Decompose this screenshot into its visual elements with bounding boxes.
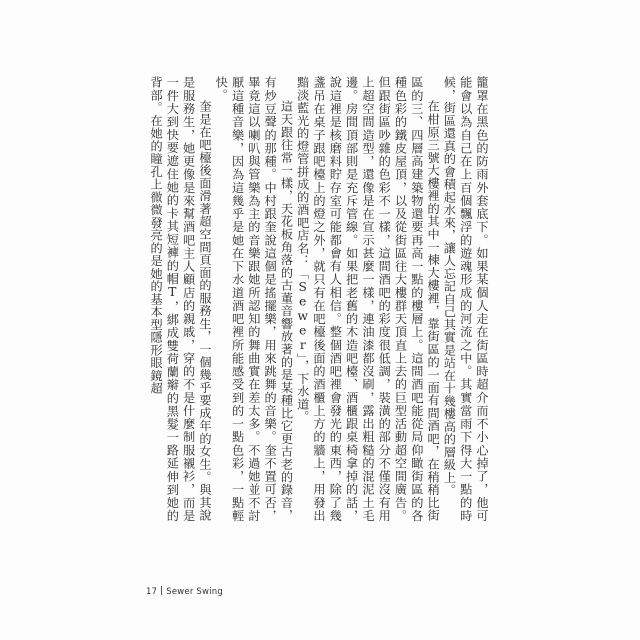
running-title: Sewer Swing [166, 587, 223, 597]
body-text-vertical [138, 76, 490, 522]
page-footer [146, 586, 223, 597]
paragraph-4: 奎是在吧檯後面滑著超空間頁面的服務生，一個幾乎要成年的女生。與其說是服務生，她更像是來幫酒吧主人顧店的親戚，穿的不是什麼制服襯衫，而是一件大到快要遮住她的卡其短褲的帽T，綁成雙荷蘭辮的黑髮一路延伸到她的背部。在她的瞳孔上微微發亮的是她的基本型隱形眼鏡超 [149, 76, 212, 522]
paragraph-2: 在柑原三號大樓裡的其中一棟大樓裡，靠街區的一面有間酒吧，在稍稍比街區的三、四層高建築物還要再高一點的樓層上。這間酒吧能從局仰瞰街區的各種色彩的鐵皮屋頂，以及從街區往大樓群天頂直上去的巨型活動超空間廣告。但跟街區吵雜的色彩不一樣，這間酒吧的彩度很低調，裝潢的部分不僅沒有用上超空間造型，還像是在宣示甚麼一樣，連油漆都沒刷，露出粗糙的混泥土毛邊。房間頂部則是充斥管線。如果把老舊的木造吧檯、酒櫃跟桌椅拿掉的話，說這裡是核磨料貯存室可能都會有人相信。整個酒吧裡會發光的東西，除了幾盞吊在桌子跟吧檯上的燈之外，就只有在吧檯後面的酒櫃上方的牆上，用發出黯淡藍光的燈管拼成的酒吧店名：「Sewer」，下水道。 [295, 76, 441, 522]
paragraph-1: 籠罩在黑色的防雨外套底下。如果某個人走在街區時超介而不小心掉了，他可能會以為自己在上百個飄浮的遊魂形成的河流之中。其實當雨下得大一點的時候，街區還真的會積起水來，讓人忘記自己其實是站在十幾樓高的層級上。 [442, 76, 489, 522]
page-number: 17 [146, 587, 158, 597]
footer-divider [161, 586, 162, 595]
paragraph-3: 這天跟往常一樣，天花板角落的古董音響放著的是某種比它更古老的錄音，有炒豆聲的那種。中村跟奎說這個是搖擺樂，用來跳舞的音樂。奎不置可否，畢竟這以喇叭與管樂為主的音樂跟她所認知的舞曲實在差太多。不過她並不討厭這種音樂，因為這幾乎是她在下水道酒吧裡所能感受到的一點色彩，一點輕快。 [214, 76, 294, 522]
